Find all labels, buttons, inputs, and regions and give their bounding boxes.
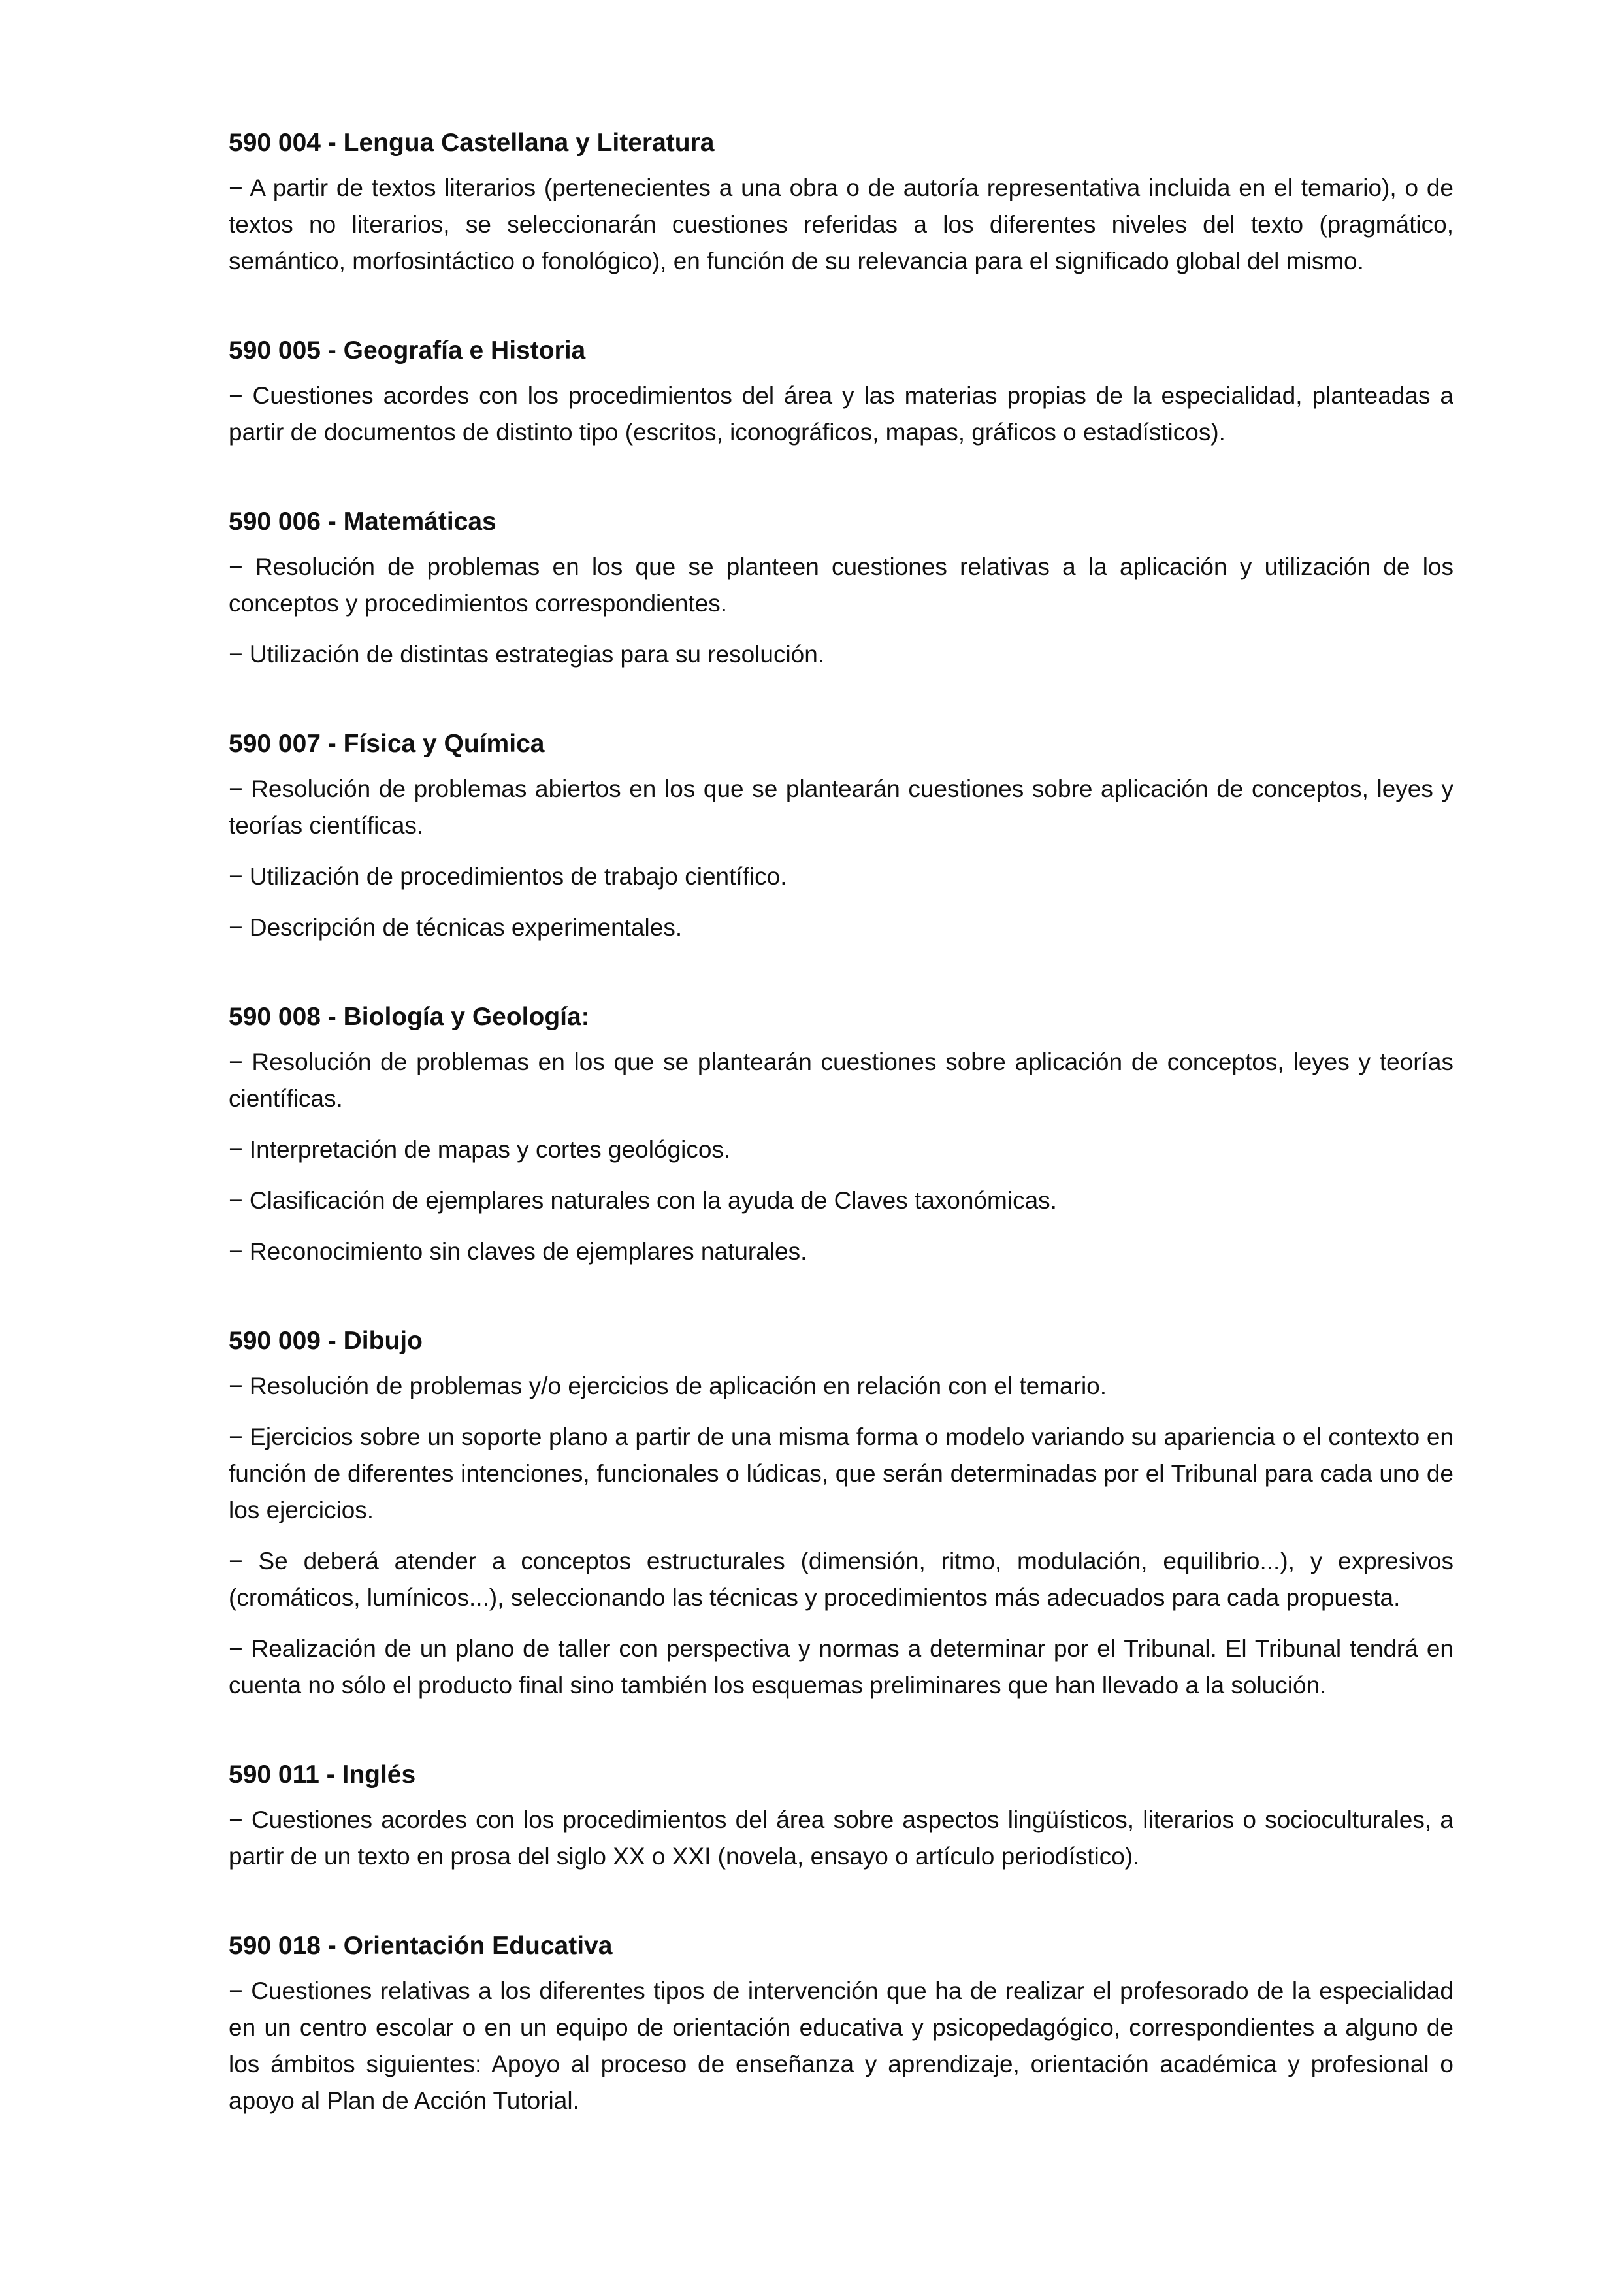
section-title: 590 009 - Dibujo [229,1327,423,1355]
section-lengua-castellana [229,124,1453,280]
paragraph: − Descripción de técnicas experimentales. [229,914,683,941]
section-matematicas [229,503,1453,673]
paragraph: − Utilización de distintas estrategias para su resolución. [229,641,825,668]
section-dibujo [229,1322,1453,1704]
section-ingles [229,1756,1453,1875]
section-title: 590 018 - Orientación Educativa [229,1932,613,1960]
paragraph: − Reconocimiento sin claves de ejemplares naturales. [229,1238,807,1265]
paragraph: − Clasificación de ejemplares naturales con la ayuda de Claves taxonómicas. [229,1187,1057,1214]
section-biologia-geologia [229,998,1453,1270]
paragraph: − Ejercicios sobre un soporte plano a partir de una misma forma o modelo variando su apariencia o el contexto en función de diferentes intenciones, funcionales o lúdicas, que serán determinadas por el Tribunal para cada uno de los ejercicios. [229,1424,1453,1523]
paragraph: − Cuestiones acordes con los procedimientos del área sobre aspectos lingüísticos, literarios o socioculturales, a partir de un texto en prosa del siglo XX o XXI (novela, ensayo o artículo periodístico). [229,1806,1453,1870]
paragraph: − Resolución de problemas en los que se planteen cuestiones relativas a la aplicación y utilización de los conceptos y procedimientos correspondientes. [229,553,1453,617]
section-title: 590 005 - Geografía e Historia [229,336,586,365]
paragraph: − Resolución de problemas abiertos en los que se plantearán cuestiones sobre aplicación de conceptos, leyes y teorías científicas. [229,775,1453,839]
section-title: 590 006 - Matemáticas [229,508,496,536]
paragraph: − Interpretación de mapas y cortes geológicos. [229,1136,731,1163]
section-geografia-historia [229,332,1453,451]
section-title: 590 008 - Biología y Geología: [229,1003,590,1031]
section-title: 590 011 - Inglés [229,1761,416,1789]
paragraph: − Cuestiones relativas a los diferentes tipos de intervención que ha de realizar el profesorado de la especialidad en un centro escolar o en un equipo de orientación educativa y psicopedagógico, correspondientes a alguno de los ámbitos siguientes: Apoyo al proceso de enseñanza y aprendizaje, orientación académica y profesional o apoyo al Plan de Acción Tutorial. [229,1978,1453,2114]
paragraph: − Se deberá atender a conceptos estructurales (dimensión, ritmo, modulación, equilibrio...), y expresivos (cromáticos, lumínicos...), seleccionando las técnicas y procedimientos más adecuados para cada propuesta. [229,1548,1453,1611]
paragraph: − Utilización de procedimientos de trabajo científico. [229,863,787,890]
paragraph: − Resolución de problemas y/o ejercicios de aplicación en relación con el temario. [229,1373,1107,1399]
paragraph: − Realización de un plano de taller con perspectiva y normas a determinar por el Tribunal. El Tribunal tendrá en cuenta no sólo el producto final sino también los esquemas preliminares que han llevado a la solución. [229,1635,1453,1699]
section-title: 590 004 - Lengua Castellana y Literatura [229,129,715,157]
section-orientacion-educativa [229,1927,1453,2119]
section-fisica-quimica [229,725,1453,946]
section-title: 590 007 - Física y Química [229,730,545,758]
paragraph: − Cuestiones acordes con los procedimientos del área y las materias propias de la especialidad, planteadas a partir de documentos de distinto tipo (escritos, iconográficos, mapas, gráficos o estadísticos). [229,382,1453,446]
document-page [229,124,1453,2172]
paragraph: − A partir de textos literarios (pertenecientes a una obra o de autoría representativa incluida en el temario), o de textos no literarios, se seleccionarán cuestiones referidas a los diferentes niveles del texto (pragmático, semántico, morfosintáctico o fonológico), en función de su relevancia para el significado global del mismo. [229,174,1453,274]
paragraph: − Resolución de problemas en los que se plantearán cuestiones sobre aplicación de conceptos, leyes y teorías científicas. [229,1049,1453,1112]
